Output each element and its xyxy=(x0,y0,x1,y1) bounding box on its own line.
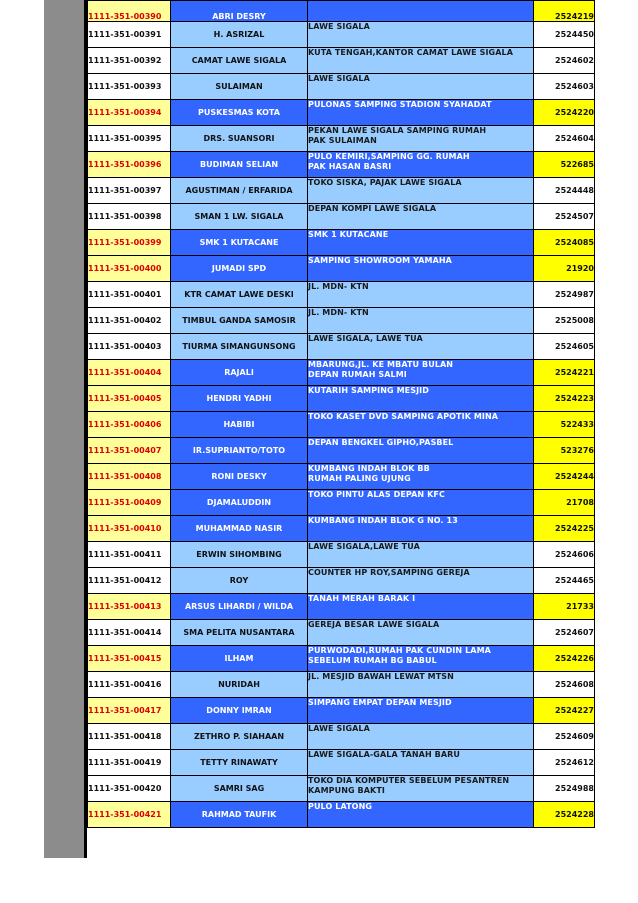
customer-code: 1111-351-00402 xyxy=(88,308,171,334)
table-row xyxy=(88,490,595,516)
address-line: PULO KEMIRI,SAMPING GG. RUMAH xyxy=(308,152,470,161)
customer-code: 1111-351-00404 xyxy=(88,360,171,386)
address-line xyxy=(308,448,533,458)
table-row xyxy=(88,386,595,412)
customer-number: 21920 xyxy=(534,256,595,282)
table-row xyxy=(88,802,595,828)
customer-name: BUDIMAN SELIAN xyxy=(171,152,308,178)
address-line xyxy=(308,734,533,744)
table-row xyxy=(88,594,595,620)
customer-address xyxy=(308,204,534,230)
customer-code: 1111-351-00394 xyxy=(88,100,171,126)
customer-address xyxy=(308,126,534,152)
customer-number: 2524448 xyxy=(534,178,595,204)
table-row xyxy=(88,360,595,386)
customer-name: HENDRI YADHI xyxy=(171,386,308,412)
address-line: SEBELUM RUMAH BG BABUL xyxy=(308,656,437,665)
customer-code: 1111-351-00403 xyxy=(88,334,171,360)
customer-code: 1111-351-00410 xyxy=(88,516,171,542)
customer-code: 1111-351-00395 xyxy=(88,126,171,152)
table-row xyxy=(88,282,595,308)
customer-address xyxy=(308,412,534,438)
address-line: JL. MDN- KTN xyxy=(308,308,369,317)
table-row xyxy=(88,204,595,230)
address-line xyxy=(308,84,533,94)
customer-code: 1111-351-00393 xyxy=(88,74,171,100)
table-row xyxy=(88,256,595,282)
customer-number: 522433 xyxy=(534,412,595,438)
customer-code: 1111-351-00397 xyxy=(88,178,171,204)
address-line xyxy=(308,292,533,302)
customer-number: 2524603 xyxy=(534,74,595,100)
table-row xyxy=(88,74,595,100)
customer-number: 523276 xyxy=(534,438,595,464)
address-line: TOKO PINTU ALAS DEPAN KFC xyxy=(308,490,445,499)
address-line: KAMPUNG BAKTI xyxy=(308,786,385,795)
customer-name: ABRI DESRY xyxy=(171,1,308,22)
row-gutter xyxy=(44,0,86,858)
address-line: PURWODADI,RUMAH PAK CUNDIN LAMA xyxy=(308,646,491,655)
customer-code: 1111-351-00407 xyxy=(88,438,171,464)
customer-code: 1111-351-00412 xyxy=(88,568,171,594)
customer-name: H. ASRIZAL xyxy=(171,22,308,48)
address-line: GEREJA BESAR LAWE SIGALA xyxy=(308,620,440,629)
customer-number: 2524612 xyxy=(534,750,595,776)
customer-name: MUHAMMAD NASIR xyxy=(171,516,308,542)
customer-name: IR.SUPRIANTO/TOTO xyxy=(171,438,308,464)
customer-name: SULAIMAN xyxy=(171,74,308,100)
address-line: LAWE SIGALA xyxy=(308,74,370,83)
address-line xyxy=(308,188,533,198)
customer-number: 21733 xyxy=(534,594,595,620)
table-row xyxy=(88,620,595,646)
address-line xyxy=(308,500,533,510)
table-body xyxy=(88,1,595,828)
address-line: TOKO KASET DVD SAMPING APOTIK MINA xyxy=(308,412,499,421)
address-line: LAWE SIGALA xyxy=(308,22,370,31)
address-line: JL. MDN- KTN xyxy=(308,282,369,291)
table-row xyxy=(88,230,595,256)
customer-address xyxy=(308,1,534,22)
customer-code: 1111-351-00417 xyxy=(88,698,171,724)
address-line xyxy=(308,344,533,354)
customer-number: 2525008 xyxy=(534,308,595,334)
customer-number: 2524221 xyxy=(534,360,595,386)
customer-number: 21708 xyxy=(534,490,595,516)
customer-code: 1111-351-00415 xyxy=(88,646,171,672)
address-line xyxy=(308,812,533,822)
customer-address xyxy=(308,620,534,646)
customer-number: 2524607 xyxy=(534,620,595,646)
customer-number: 2524988 xyxy=(534,776,595,802)
address-line: SAMPING SHOWROOM YAMAHA xyxy=(308,256,452,265)
customer-number: 2524219 xyxy=(534,1,595,22)
customer-name: ZETHRO P. SIAHAAN xyxy=(171,724,308,750)
customer-code: 1111-351-00419 xyxy=(88,750,171,776)
address-line: KUMBANG INDAH BLOK BB xyxy=(308,464,430,473)
address-line xyxy=(308,32,533,42)
customer-name: TIMBUL GANDA SAMOSIR xyxy=(171,308,308,334)
table-row xyxy=(88,776,595,802)
address-line: KUMBANG INDAH BLOK G NO. 13 xyxy=(308,516,458,525)
customer-code: 1111-351-00401 xyxy=(88,282,171,308)
table-row xyxy=(88,126,595,152)
table-row xyxy=(88,308,595,334)
customer-number: 2524609 xyxy=(534,724,595,750)
customer-name: ERWIN SIHOMBING xyxy=(171,542,308,568)
customer-number: 2524604 xyxy=(534,126,595,152)
customer-number: 2524085 xyxy=(534,230,595,256)
customer-name: RONI DESKY xyxy=(171,464,308,490)
customer-name: NURIDAH xyxy=(171,672,308,698)
customer-code: 1111-351-00405 xyxy=(88,386,171,412)
customer-name: TETTY RINAWATY xyxy=(171,750,308,776)
address-line xyxy=(308,266,533,276)
table-row xyxy=(88,750,595,776)
table-row xyxy=(88,542,595,568)
address-line: SIMPANG EMPAT DEPAN MESJID xyxy=(308,698,452,707)
customer-address xyxy=(308,698,534,724)
table-row xyxy=(88,646,595,672)
customer-number: 2524223 xyxy=(534,386,595,412)
customer-number: 2524507 xyxy=(534,204,595,230)
customer-address xyxy=(308,282,534,308)
customer-code: 1111-351-00408 xyxy=(88,464,171,490)
customer-name: SMA PELITA NUSANTARA xyxy=(171,620,308,646)
customer-address xyxy=(308,178,534,204)
customer-table xyxy=(87,0,595,828)
address-line xyxy=(308,578,533,588)
customer-address xyxy=(308,802,534,828)
address-line xyxy=(308,1,533,11)
customer-number: 2524987 xyxy=(534,282,595,308)
customer-address xyxy=(308,464,534,490)
table-row xyxy=(88,516,595,542)
customer-name: JUMADI SPD xyxy=(171,256,308,282)
address-line xyxy=(308,396,533,406)
customer-number: 2524220 xyxy=(534,100,595,126)
address-line: LAWE SIGALA,LAWE TUA xyxy=(308,542,420,551)
customer-name: ROY xyxy=(171,568,308,594)
table-row xyxy=(88,672,595,698)
customer-code: 1111-351-00411 xyxy=(88,542,171,568)
address-line: LAWE SIGALA xyxy=(308,724,370,733)
customer-number: 2524226 xyxy=(534,646,595,672)
customer-name: HABIBI xyxy=(171,412,308,438)
address-line: TOKO DIA KOMPUTER SEBELUM PESANTREN xyxy=(308,776,510,785)
customer-name: SAMRI SAG xyxy=(171,776,308,802)
customer-code: 1111-351-00413 xyxy=(88,594,171,620)
table-row xyxy=(88,334,595,360)
customer-number: 522685 xyxy=(534,152,595,178)
address-line: RUMAH PALING UJUNG xyxy=(308,474,411,483)
table-row xyxy=(88,178,595,204)
customer-code: 1111-351-00392 xyxy=(88,48,171,74)
customer-number: 2524450 xyxy=(534,22,595,48)
table-row xyxy=(88,698,595,724)
customer-number: 2524465 xyxy=(534,568,595,594)
address-line: TOKO SISKA, PAJAK LAWE SIGALA xyxy=(308,178,462,187)
customer-code: 1111-351-00400 xyxy=(88,256,171,282)
table-row xyxy=(88,464,595,490)
customer-name: PUSKESMAS KOTA xyxy=(171,100,308,126)
customer-code: 1111-351-00420 xyxy=(88,776,171,802)
customer-address xyxy=(308,386,534,412)
address-line: DEPAN RUMAH SALMI xyxy=(308,370,407,379)
address-line: PAK SULAIMAN xyxy=(308,136,377,145)
address-line: PULO LATONG xyxy=(308,802,373,811)
address-line: MBARUNG,JL. KE MBATU BULAN xyxy=(308,360,454,369)
customer-name: SMK 1 KUTACANE xyxy=(171,230,308,256)
customer-code: 1111-351-00414 xyxy=(88,620,171,646)
address-line: COUNTER HP ROY,SAMPING GEREJA xyxy=(308,568,470,577)
customer-number: 2524606 xyxy=(534,542,595,568)
address-line xyxy=(308,58,533,68)
customer-name: ARSUS LIHARDI / WILDA xyxy=(171,594,308,620)
customer-address xyxy=(308,308,534,334)
customer-name: KTR CAMAT LAWE DESKI xyxy=(171,282,308,308)
address-line xyxy=(308,422,533,432)
customer-name: AGUSTIMAN / ERFARIDA xyxy=(171,178,308,204)
customer-name: DONNY IMRAN xyxy=(171,698,308,724)
customer-code: 1111-351-00409 xyxy=(88,490,171,516)
address-line: DEPAN BENGKEL GIPHO,PASBEL xyxy=(308,438,454,447)
address-line xyxy=(308,110,533,120)
customer-number: 2524227 xyxy=(534,698,595,724)
customer-address xyxy=(308,100,534,126)
customer-address xyxy=(308,724,534,750)
customer-name: RAHMAD TAUFIK xyxy=(171,802,308,828)
customer-address xyxy=(308,516,534,542)
customer-address xyxy=(308,334,534,360)
address-line: TANAH MERAH BARAK I xyxy=(308,594,416,603)
address-line xyxy=(308,682,533,692)
address-line xyxy=(308,318,533,328)
address-line xyxy=(308,630,533,640)
table-row xyxy=(88,100,595,126)
customer-address xyxy=(308,360,534,386)
customer-address xyxy=(308,542,534,568)
address-line xyxy=(308,11,533,21)
address-line xyxy=(308,214,533,224)
table-row xyxy=(88,438,595,464)
customer-code: 1111-351-00391 xyxy=(88,22,171,48)
customer-address xyxy=(308,490,534,516)
address-line: PAK HASAN BASRI xyxy=(308,162,392,171)
address-line xyxy=(308,708,533,718)
customer-address xyxy=(308,256,534,282)
address-line: KUTA TENGAH,KANTOR CAMAT LAWE SIGALA xyxy=(308,48,513,57)
customer-address xyxy=(308,74,534,100)
table-row xyxy=(88,22,595,48)
customer-code: 1111-351-00421 xyxy=(88,802,171,828)
address-line: PULONAS SAMPING STADION SYAHADAT xyxy=(308,100,492,109)
address-line xyxy=(308,552,533,562)
address-line: PEKAN LAWE SIGALA SAMPING RUMAH xyxy=(308,126,487,135)
customer-address xyxy=(308,48,534,74)
customer-name: RAJALI xyxy=(171,360,308,386)
customer-address xyxy=(308,152,534,178)
table-row xyxy=(88,568,595,594)
customer-code: 1111-351-00416 xyxy=(88,672,171,698)
address-line: JL. MESJID BAWAH LEWAT MTSN xyxy=(308,672,454,681)
table-row xyxy=(88,724,595,750)
customer-code: 1111-351-00390 xyxy=(88,1,171,22)
customer-number: 2524225 xyxy=(534,516,595,542)
customer-address xyxy=(308,646,534,672)
table-row xyxy=(88,48,595,74)
customer-number: 2524605 xyxy=(534,334,595,360)
customer-number: 2524602 xyxy=(534,48,595,74)
customer-address xyxy=(308,776,534,802)
address-line xyxy=(308,240,533,250)
address-line: DEPAN KOMPI LAWE SIGALA xyxy=(308,204,437,213)
customer-name: TIURMA SIMANGUNSONG xyxy=(171,334,308,360)
table-row xyxy=(88,1,595,22)
address-line: SMK 1 KUTACANE xyxy=(308,230,389,239)
customer-address xyxy=(308,672,534,698)
customer-name: DJAMALUDDIN xyxy=(171,490,308,516)
table-row xyxy=(88,412,595,438)
customer-name: DRS. SUANSORI xyxy=(171,126,308,152)
customer-address xyxy=(308,568,534,594)
customer-number: 2524228 xyxy=(534,802,595,828)
customer-number: 2524608 xyxy=(534,672,595,698)
customer-code: 1111-351-00418 xyxy=(88,724,171,750)
customer-address xyxy=(308,438,534,464)
customer-code: 1111-351-00396 xyxy=(88,152,171,178)
customer-code: 1111-351-00399 xyxy=(88,230,171,256)
address-line: KUTARIH SAMPING MESJID xyxy=(308,386,429,395)
customer-address xyxy=(308,750,534,776)
customer-name: CAMAT LAWE SIGALA xyxy=(171,48,308,74)
customer-code: 1111-351-00398 xyxy=(88,204,171,230)
address-line xyxy=(308,604,533,614)
address-line xyxy=(308,760,533,770)
customer-name: ILHAM xyxy=(171,646,308,672)
address-line: LAWE SIGALA-GALA TANAH BARU xyxy=(308,750,460,759)
address-line xyxy=(308,526,533,536)
address-line: LAWE SIGALA, LAWE TUA xyxy=(308,334,423,343)
customer-name: SMAN 1 LW. SIGALA xyxy=(171,204,308,230)
table-row xyxy=(88,152,595,178)
customer-address xyxy=(308,594,534,620)
customer-number: 2524244 xyxy=(534,464,595,490)
customer-code: 1111-351-00406 xyxy=(88,412,171,438)
customer-address xyxy=(308,22,534,48)
customer-address xyxy=(308,230,534,256)
